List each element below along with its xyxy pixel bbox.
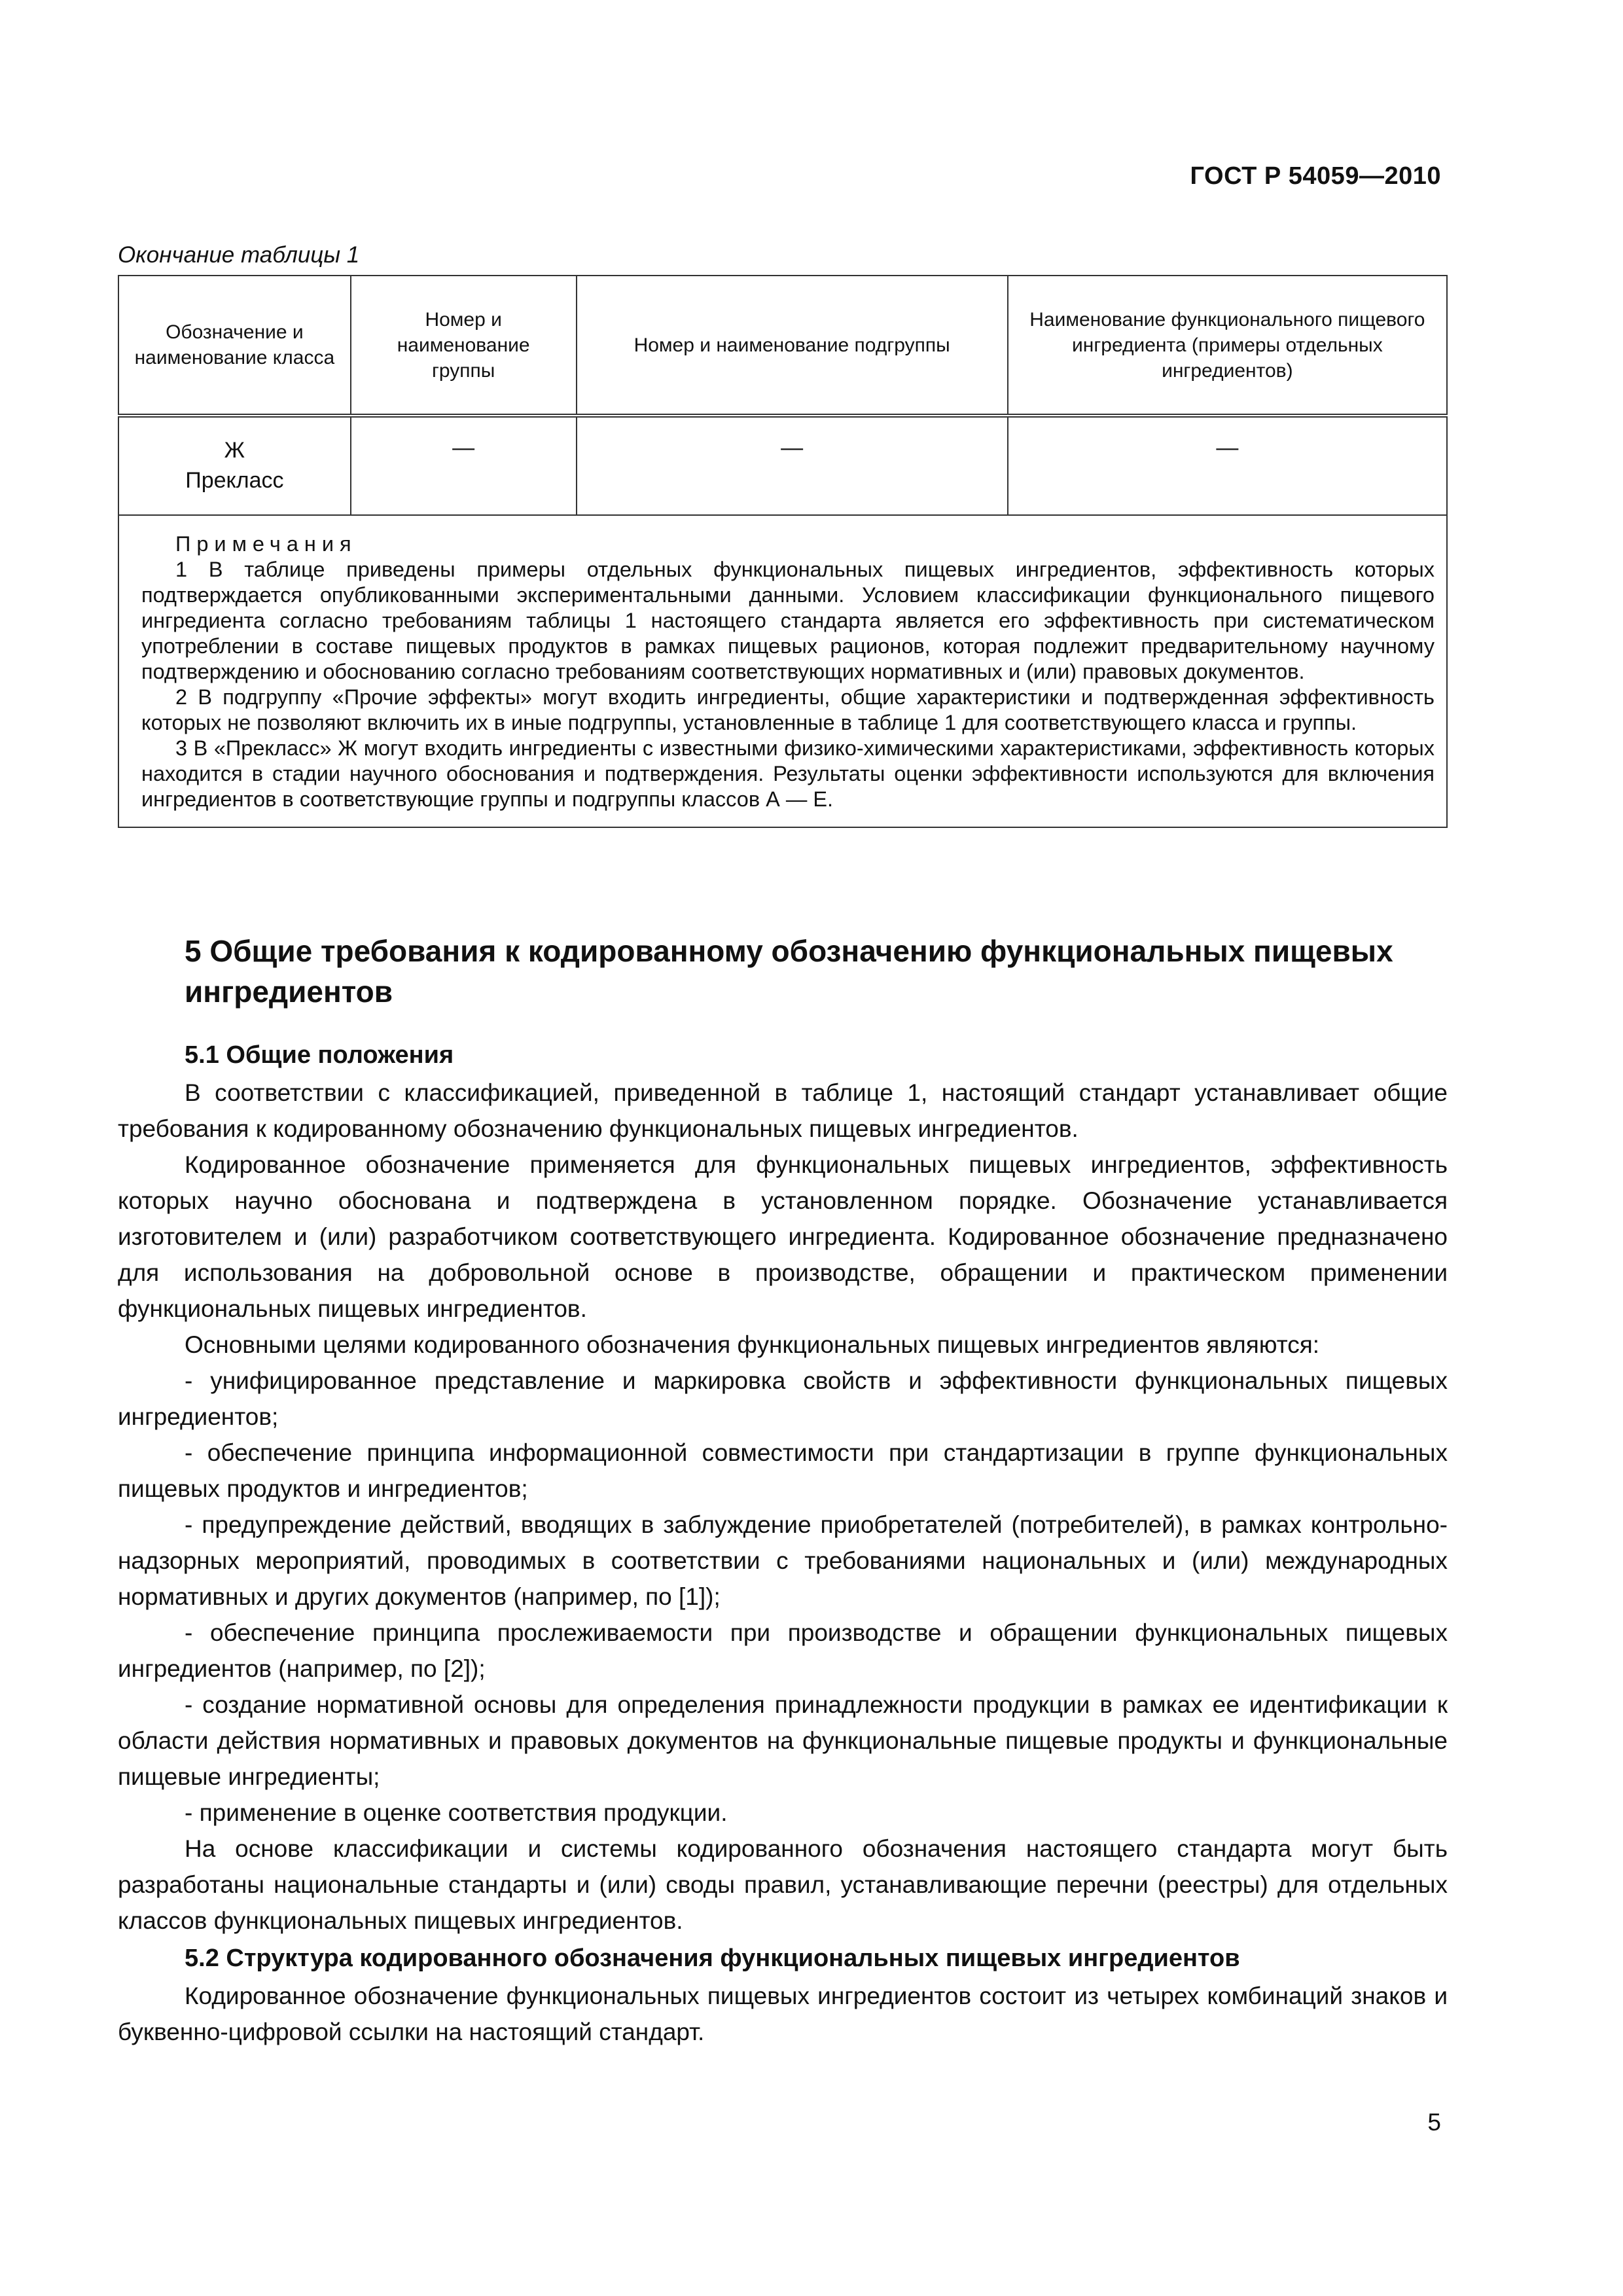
list-item: - унифицированное представление и маркировка свойств и эффективности функциональных пищевых ингредиентов; [118, 1367, 1448, 1430]
table-header-row [118, 276, 1447, 416]
list-item: - предупреждение действий, вводящих в заблуждение приобретателей (потребителей), в рамках контрольно-надзорных мероприятий, проводимых в соответствии с требованиями национальных и (или) международных нормативных и других документов (например, по [1]); [118, 1511, 1448, 1610]
standard-code-header: ГОСТ Р 54059—2010 [1190, 162, 1441, 190]
paragraph: В соответствии с классификацией, приведенной в таблице 1, настоящий стандарт устанавливает общие требования к кодированному обозначению функциональных пищевых ингредиентов. [118, 1079, 1448, 1142]
class-letter: Ж [224, 438, 245, 463]
table-caption: Окончание таблицы 1 [118, 242, 360, 268]
column-header-subgroup: Номер и наименование подгруппы [577, 276, 1008, 416]
list-item: - обеспечение принципа прослеживаемости при производстве и обращении функциональных пищевых ингредиентов (например, по [2]); [118, 1619, 1448, 1682]
notes-title: Примечания [175, 532, 357, 556]
page-number: 5 [1427, 2109, 1441, 2136]
ingredient-cell: — [1008, 416, 1447, 515]
class-cell [118, 416, 351, 515]
subsection-5-2-title: 5.2 Структура кодированного обозначения функциональных пищевых ингредиентов [185, 1945, 1240, 1972]
list-item: - применение в оценке соответствия продукции. [185, 1799, 728, 1826]
column-header-ingredient: Наименование функционального пищевого ингредиента (примеры отдельных ингредиентов) [1008, 276, 1447, 416]
paragraph: Основными целями кодированного обозначения функциональных пищевых ингредиентов являются: [185, 1331, 1320, 1358]
group-cell: — [351, 416, 577, 515]
section-5-title: 5 Общие требования к кодированному обозначению функциональных пищевых ингредиентов [185, 934, 1393, 1009]
list-item: - создание нормативной основы для определения принадлежности продукции в рамках ее идентификации к области действия нормативных и правовых документов на функциональные пищевые продукты и функциональные пищевые ингредиенты; [118, 1691, 1448, 1790]
note-3: 3 В «Прекласс» Ж могут входить ингредиенты с известными физико-химическими характеристиками, эффективность которых находится в стадии научного обоснования и подтверждения. Результаты оценки эффективности используются для включения ингредиентов в соответствующие группы и подгруппы классов А — Е. [141, 736, 1435, 811]
paragraph: Кодированное обозначение функциональных пищевых ингредиентов состоит из четырех комбинаций знаков и буквенно-цифровой ссылки на настоящий стандарт. [118, 1982, 1448, 2045]
column-header-group: Номер и наименование группы [351, 276, 577, 416]
notes-cell [118, 515, 1447, 827]
subgroup-cell: — [577, 416, 1008, 515]
note-1: 1 В таблице приведены примеры отдельных функциональных пищевых ингредиентов, эффективность которых подтверждается опубликованными экспериментальными данными. Условием классификации функционального пищевого ингредиента согласно требованиям таблицы 1 настоящего стандарта является его эффективность при систематическом употреблении в составе пищевых продуктов в рамках пищевых рационов, которая подлежит предварительному научному подтверждению и обоснованию согласно требованиям соответствующих нормативных и (или) правовых документов. [141, 558, 1435, 683]
column-header-class: Обозначение и наименование класса [118, 276, 351, 416]
classification-table [118, 275, 1448, 828]
paragraph: На основе классификации и системы кодированного обозначения настоящего стандарта могут быть разработаны национальные стандарты и (или) своды правил, устанавливающие перечни (реестры) для отдельных классов функциональных пищевых ингредиентов. [118, 1835, 1448, 1934]
subsection-5-1-title: 5.1 Общие положения [185, 1041, 454, 1069]
section-5-body [118, 1035, 1448, 2050]
note-2: 2 В подгруппу «Прочие эффекты» могут входить ингредиенты, общие характеристики и подтвержденная эффективность которых не позволяют включить их в иные подгруппы, установленные в таблице 1 для соответствующего класса и группы. [141, 685, 1435, 734]
paragraph: Кодированное обозначение применяется для функциональных пищевых ингредиентов, эффективность которых научно обоснована и подтверждена в установленном порядке. Обозначение устанавливается изготовителем и (или) разработчиком соответствующего ингредиента. Кодированное обозначение предназначено для использования на добровольной основе в производстве, обращении и практическом применении функциональных пищевых ингредиентов. [118, 1151, 1448, 1322]
list-item: - обеспечение принципа информационной совместимости при стандартизации в группе функциональных пищевых продуктов и ингредиентов; [118, 1439, 1448, 1502]
class-name: Прекласс [185, 468, 284, 493]
table-row [118, 416, 1447, 515]
table-notes-row [118, 515, 1447, 827]
